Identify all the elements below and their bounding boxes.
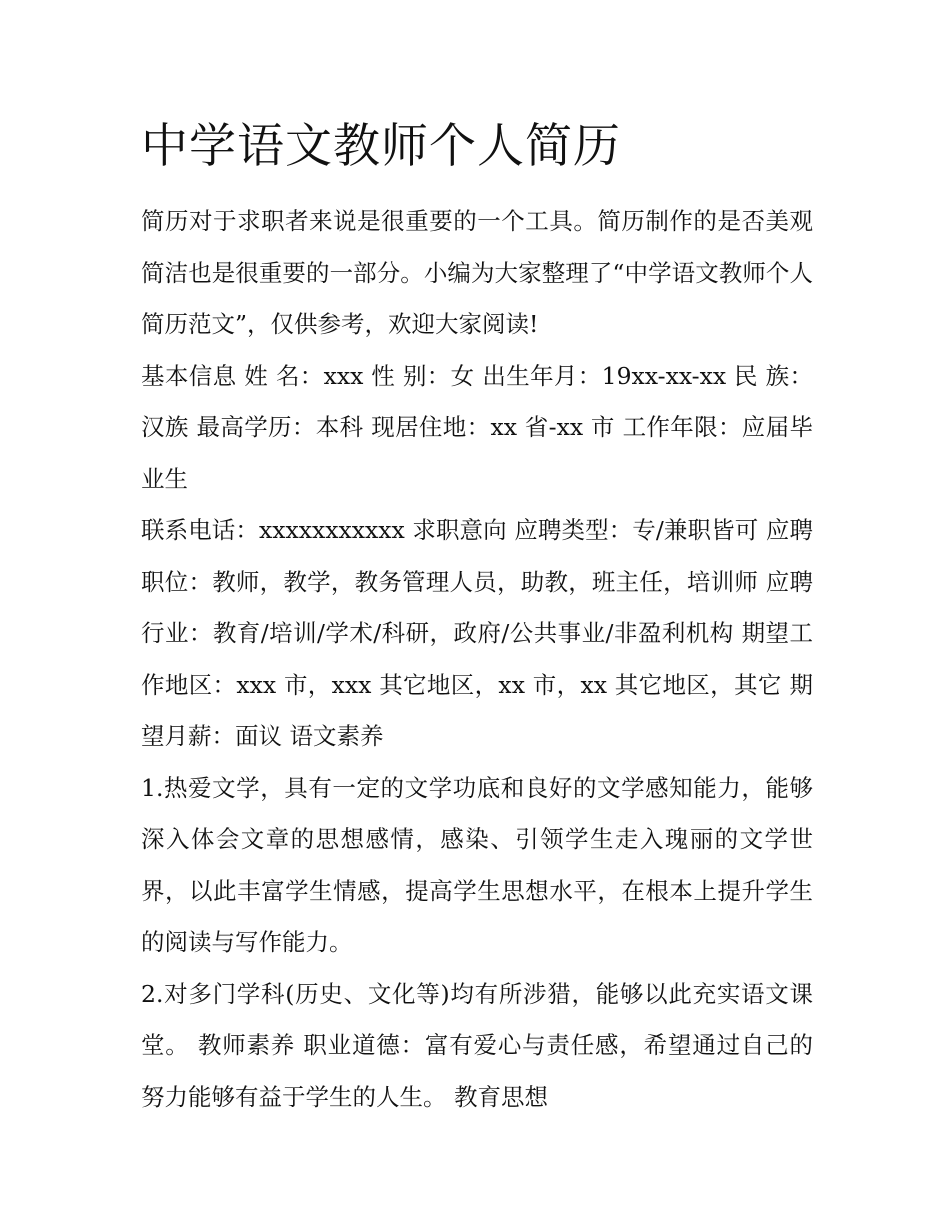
- literacy-item-2-paragraph: 2.对多门学科(历史、文化等)均有所涉猎，能够以此充实语文课堂。 教师素养 职业道德：富有爱心与责任感，希望通过自己的努力能够有益于学生的人生。 教育思想: [141, 979, 813, 1111]
- document-title: 中学语文教师个人简历: [141, 119, 621, 174]
- basic-info-paragraph: 基本信息 姓 名：xxx 性 别：女 出生年月：19xx-xx-xx 民 族：汉族 最高学历：本科 现居住地：xx 省-xx 市 工作年限：应届毕业生: [141, 361, 813, 493]
- document-body: [141, 116, 813, 1123]
- contact-intention-paragraph: 联系电话：xxxxxxxxxxx 求职意向 应聘类型：专/兼职皆可 应聘职位：教师，教学，教务管理人员，助教，班主任，培训师 应聘行业：教育/培训/学术/科研，政府/公共事业/非盈利机构 期望工作地区：xxx 市，xxx 其它地区，xx 市，xx 其它地区，其它 期望月薪：面议 语文素养: [141, 516, 813, 750]
- intro-paragraph: 简历对于求职者来说是很重要的一个工具。简历制作的是否美观简洁也是很重要的一部分。小编为大家整理了“中学语文教师个人简历范文”，仅供参考，欢迎大家阅读!: [141, 207, 813, 338]
- literacy-item-1-paragraph: 1.热爱文学，具有一定的文学功底和良好的文学感知能力，能够深入体会文章的思想感情，感染、引领学生走入瑰丽的文学世界，以此丰富学生情感，提高学生思想水平，在根本上提升学生的阅读与写作能力。: [141, 773, 813, 956]
